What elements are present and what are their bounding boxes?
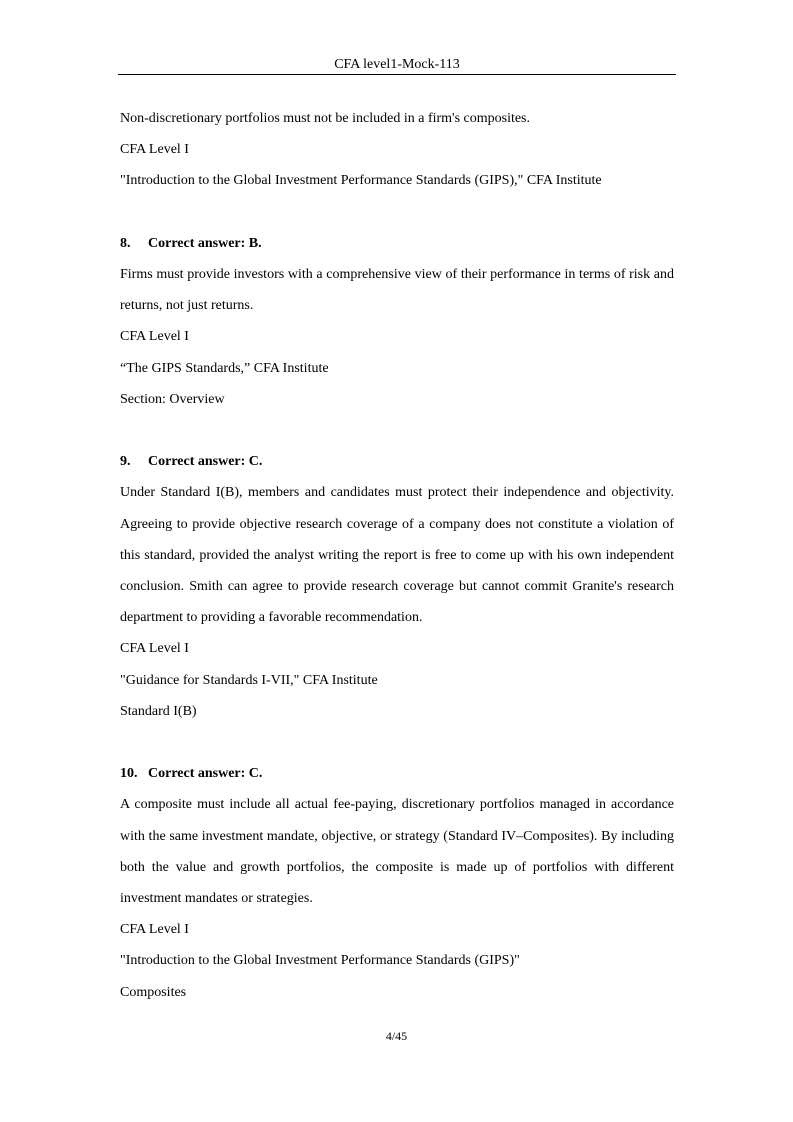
page-number: 4/45 bbox=[385, 1029, 408, 1043]
answer-reference: Standard I(B) bbox=[120, 703, 197, 719]
answer-explanation: Firms must provide investors with a comprehensive view of their performance in terms of risk and returns, not just returns. bbox=[120, 267, 674, 314]
correct-answer-label: Correct answer: C. bbox=[148, 766, 263, 782]
answer-reference: Composites bbox=[120, 984, 187, 1000]
question-number: 8. bbox=[120, 235, 131, 251]
answer-block-9 bbox=[120, 446, 674, 727]
answer-explanation: Under Standard I(B), members and candidates must protect their independence and objectivity. Agreeing to provide objective research coverage of a company does not constitute a violation of this standard, provided the analyst writing the report is free to come up with his own independent conclusion. Smith can agree to provide research coverage but cannot commit Granite's research department to providing a favorable recommendation. bbox=[120, 485, 674, 626]
header-divider bbox=[118, 74, 676, 75]
section-spacer bbox=[120, 727, 674, 758]
section-spacer bbox=[120, 197, 674, 228]
section-spacer bbox=[120, 415, 674, 446]
intro-line: "Introduction to the Global Investment Performance Standards (GIPS)," CFA Institute bbox=[120, 173, 602, 189]
answer-heading bbox=[120, 446, 674, 477]
page-header-title: CFA level1-Mock-113 bbox=[334, 57, 460, 72]
correct-answer-label: Correct answer: C. bbox=[148, 454, 263, 470]
question-number: 10. bbox=[120, 766, 138, 782]
answer-source: "Guidance for Standards I-VII," CFA Institute bbox=[120, 672, 378, 688]
answer-level: CFA Level I bbox=[120, 641, 189, 657]
answer-level: CFA Level I bbox=[120, 922, 189, 938]
answer-heading bbox=[120, 228, 674, 259]
question-number: 9. bbox=[120, 454, 131, 470]
answer-explanation: A composite must include all actual fee-paying, discretionary portfolios managed in accordance with the same investment mandate, objective, or strategy (Standard IV–Composites). By including both the value and growth portfolios, the composite is made up of portfolios with different investment mandates or strategies. bbox=[120, 797, 674, 907]
correct-answer-label: Correct answer: B. bbox=[148, 235, 262, 251]
answer-level: CFA Level I bbox=[120, 329, 189, 345]
intro-line: Non-discretionary portfolios must not be included in a firm's composites. bbox=[120, 111, 531, 126]
answer-source: "Introduction to the Global Investment Performance Standards (GIPS)" bbox=[120, 953, 520, 969]
answer-heading bbox=[120, 758, 674, 789]
intro-line: CFA Level I bbox=[120, 142, 189, 158]
answer-reference: Section: Overview bbox=[120, 391, 225, 407]
answer-source: “The GIPS Standards,” CFA Institute bbox=[120, 360, 329, 376]
answer-block-10 bbox=[120, 758, 674, 1008]
page-content bbox=[120, 103, 674, 1008]
answer-block-8 bbox=[120, 228, 674, 415]
